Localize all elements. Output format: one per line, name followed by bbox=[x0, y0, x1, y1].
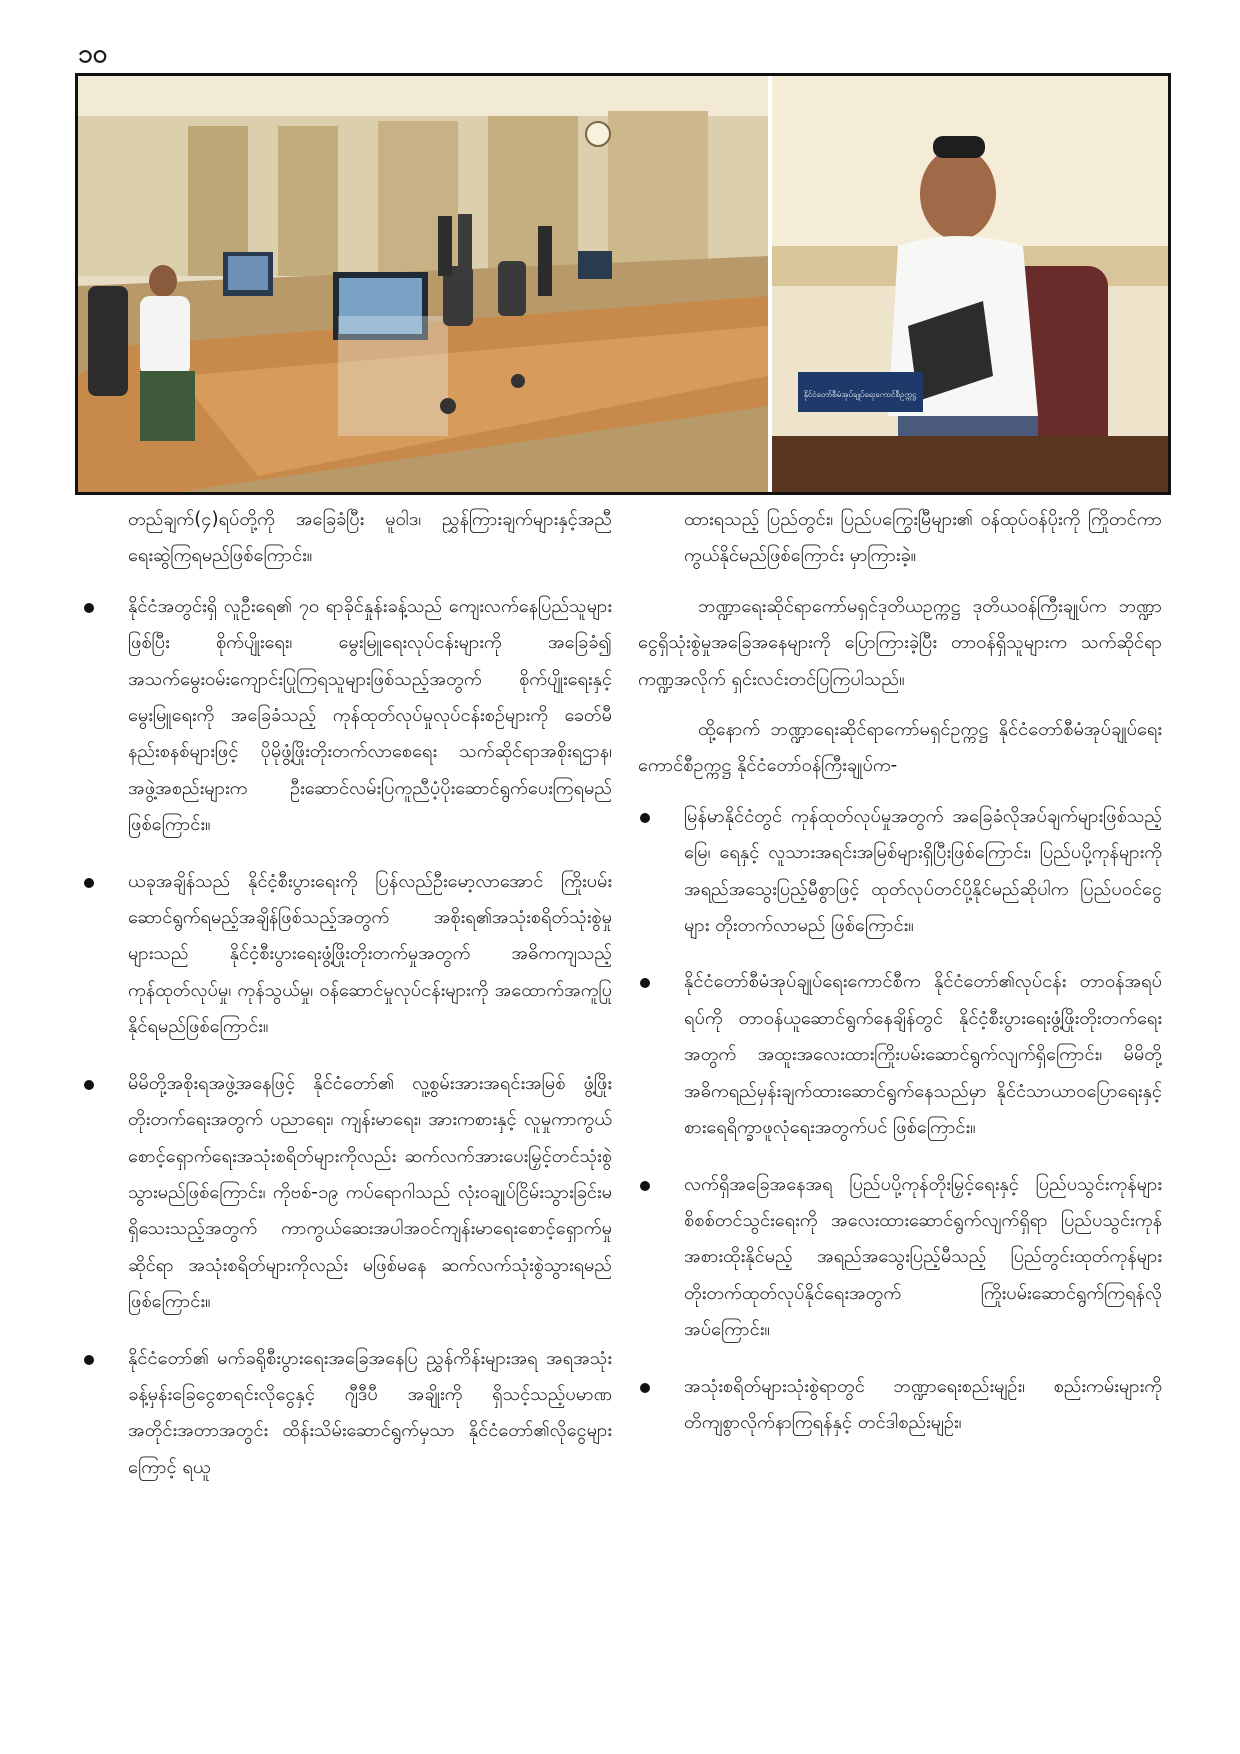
list-item: နိုင်ငံတော်စီမံအုပ်ချုပ်ရေးကောင်စီက နိုင်ငံတော်၏လုပ်ငန်း တာဝန်အရပ်ရပ်ကို တာဝန်ယူဆောင်ရွက်နေချိန်တွင် နိုင်ငံ့စီးပွားရေးဖွံ့ဖြိုးတိုးတက်ရေးအတွက် အထူးအလေးထားကြိုးပမ်းဆောင်ရွက်လျက်ရှိကြောင်း၊ မိမိတို့အဓိကရည်မှန်းချက်ထားဆောင်ရွက်နေသည်မှာ နိုင်ငံသာယာဝပြောရေးနှင့် စားရေရိက္ခာဖူလုံရေးအတွက်ပင် ဖြစ်ကြောင်း။ bbox=[638, 964, 1162, 1146]
right-column bbox=[638, 502, 1162, 1461]
list-item: မြန်မာနိုင်ငံတွင် ကုန်ထုတ်လုပ်မှုအတွက် အခြေခံလိုအပ်ချက်များဖြစ်သည့် မြေ၊ ရေနှင့် လူသားအရင်းအမြစ်များရှိပြီးဖြစ်ကြောင်း၊ ပြည်ပပို့ကုန်များကို အရည်အသွေးပြည့်မီစွာဖြင့် ထုတ်လုပ်တင်ပို့နိုင်မည်ဆိုပါက ပြည်ပဝင်ငွေများ တိုးတက်လာမည် ဖြစ်ကြောင်း။ bbox=[638, 799, 1162, 945]
right-bullet-list bbox=[638, 799, 1162, 1442]
bullet-dot-icon bbox=[640, 1181, 650, 1191]
bullet-dot-icon bbox=[84, 1355, 94, 1365]
speaker-photo bbox=[772, 76, 1168, 492]
paragraph: ထို့နောက် ဘဏ္ဍာရေးဆိုင်ရာကော်မရှင်ဥက္ကဋ္ဌ နိုင်ငံတော်စီမံအုပ်ချုပ်ရေးကောင်စီဥက္ကဋ္ဌ နိုင်ငံတော်ဝန်ကြီးချုပ်က- bbox=[638, 719, 1162, 777]
bullet-dot-icon bbox=[84, 878, 94, 888]
left-bullet-list bbox=[82, 589, 612, 1486]
page-number: ၁၀ bbox=[78, 39, 108, 69]
bullet-dot-icon bbox=[84, 603, 94, 613]
photo-banner bbox=[75, 73, 1171, 495]
bullet-dot-icon bbox=[640, 1383, 650, 1393]
list-item: ယခုအချိန်သည် နိုင်ငံ့စီးပွားရေးကို ပြန်လည်ဦးမော့လာအောင် ကြိုးပမ်းဆောင်ရွက်ရမည့်အချိန်ဖြစ်သည့်အတွက် အစိုးရ၏အသုံးစရိတ်သုံးစွဲမှုများသည် နိုင်ငံ့စီးပွားရေးဖွံ့ဖြိုးတိုးတက်မှုအတွက် အဓိကကျသည့် ကုန်ထုတ်လုပ်မှု၊ ကုန်သွယ်မှု၊ ဝန်ဆောင်မှုလုပ်ငန်းများကို အထောက်အကူပြုနိုင်ရမည်ဖြစ်ကြောင်း။ bbox=[82, 864, 612, 1046]
paragraph: ဘဏ္ဍာရေးဆိုင်ရာကော်မရှင်ဒုတိယဥက္ကဋ္ဌ ဒုတိယဝန်ကြီးချုပ်က ဘဏ္ဍာငွေရှိသုံးစွဲမှုအခြေအနေများကို ပြောကြားခဲ့ပြီး တာဝန်ရှိသူများက သက်ဆိုင်ရာကဏ္ဍအလိုက် ရှင်းလင်းတင်ပြကြပါသည်။ bbox=[638, 595, 1162, 690]
left-lead-text: တည်ချက်(၄)ရပ်တို့ကို အခြေခံပြီး မူဝါဒ၊ ညွှန်ကြားချက်များနှင့်အညီ ရေးဆွဲကြရမည်ဖြစ်ကြောင်း။ bbox=[128, 509, 612, 567]
bullet-dot-icon bbox=[640, 978, 650, 988]
right-lead-text: ထားရသည့် ပြည်တွင်း၊ ပြည်ပကြွေးမြီများ၏ ဝန်ထုပ်ဝန်ပိုးကို ကြိုတင်ကာကွယ်နိုင်မည်ဖြစ်ကြောင်း မှာကြားခဲ့။ bbox=[684, 509, 1162, 567]
list-item: မိမိတို့အစိုးရအဖွဲ့အနေဖြင့် နိုင်ငံတော်၏ လူ့စွမ်းအားအရင်းအမြစ် ဖွံ့ဖြိုးတိုးတက်ရေးအတွက် ပညာရေး၊ ကျန်းမာရေး၊ အားကစားနှင့် လူမှုကာကွယ်စောင့်ရှောက်ရေးအသုံးစရိတ်များကိုလည်း ဆက်လက်အားပေးမြှင့်တင်သုံးစွဲသွားမည်ဖြစ်ကြောင်း၊ ကိုဗစ်-၁၉ ကပ်ရောဂါသည် လုံးဝချုပ်ငြိမ်းသွားခြင်းမရှိသေးသည့်အတွက် ကာကွယ်ဆေးအပါအဝင်ကျန်းမာရေးစောင့်ရှောက်မှုဆိုင်ရာ အသုံးစရိတ်များကိုလည်း မဖြစ်မနေ ဆက်လက်သုံးစွဲသွားရမည်ဖြစ်ကြောင်း။ bbox=[82, 1066, 612, 1321]
bullet-dot-icon bbox=[640, 813, 650, 823]
list-item: နိုင်ငံအတွင်းရှိ လူဦးရေ၏ ၇၀ ရာခိုင်နှုန်းခန့်သည် ကျေးလက်နေပြည်သူများဖြစ်ပြီး စိုက်ပျိုးရေး၊ မွေးမြူရေးလုပ်ငန်းများကို အခြေခံ၍ အသက်မွေးဝမ်းကျောင်းပြုကြရသူများဖြစ်သည့်အတွက် စိုက်ပျိုးရေးနှင့် မွေးမြူရေးကို အခြေခံသည့် ကုန်ထုတ်လုပ်မှုလုပ်ငန်းစဉ်များကို ခေတ်မီနည်းစနစ်များဖြင့် ပိုမိုဖွံ့ဖြိုးတိုးတက်လာစေရေး သက်ဆိုင်ရာအစိုးရဌာန၊ အဖွဲ့အစည်းများက ဦးဆောင်လမ်းပြကူညီပံ့ပိုးဆောင်ရွက်ပေးကြရမည်ဖြစ်ကြောင်း။ bbox=[82, 589, 612, 844]
list-item: အသုံးစရိတ်များသုံးစွဲရာတွင် ဘဏ္ဍာရေးစည်းမျဉ်း၊ စည်းကမ်းများကို တိကျစွာလိုက်နာကြရန်နှင့် တင်ဒါစည်းမျဉ်း၊ bbox=[638, 1369, 1162, 1442]
list-item: လက်ရှိအခြေအနေအရ ပြည်ပပို့ကုန်တိုးမြှင့်ရေးနှင့် ပြည်ပသွင်းကုန်များ စိစစ်တင်သွင်းရေးကို အလေးထားဆောင်ရွက်လျက်ရှိရာ ပြည်ပသွင်းကုန်အစားထိုးနိုင်မည့် အရည်အသွေးပြည့်မီသည့် ပြည်တွင်းထုတ်ကုန်များ တိုးတက်ထုတ်လုပ်နိုင်ရေးအတွက် ကြိုးပမ်းဆောင်ရွက်ကြရန်လိုအပ်ကြောင်း။ bbox=[638, 1167, 1162, 1349]
meeting-room-photo bbox=[78, 76, 768, 492]
list-item: နိုင်ငံတော်၏ မက်ခရိုစီးပွားရေးအခြေအနေပြ ညွှန်ကိန်းများအရ အရအသုံးခန့်မှန်းခြေငွေစာရင်းလိုငွေနှင့် ဂျီဒီပီ အချိုးကို ရှိသင့်သည့်ပမာဏ အတိုင်းအတာအတွင်း ထိန်းသိမ်းဆောင်ရွက်မှသာ နိုင်ငံတော်၏လိုငွေများကြောင့် ရယူ bbox=[82, 1341, 612, 1487]
bullet-dot-icon bbox=[84, 1080, 94, 1090]
nameplate-text: နိုင်ငံတော်စီမံအုပ်ချုပ်ရေးကောင်စီဥက္ကဋ္ဌ bbox=[803, 390, 917, 399]
left-column bbox=[82, 502, 612, 1506]
